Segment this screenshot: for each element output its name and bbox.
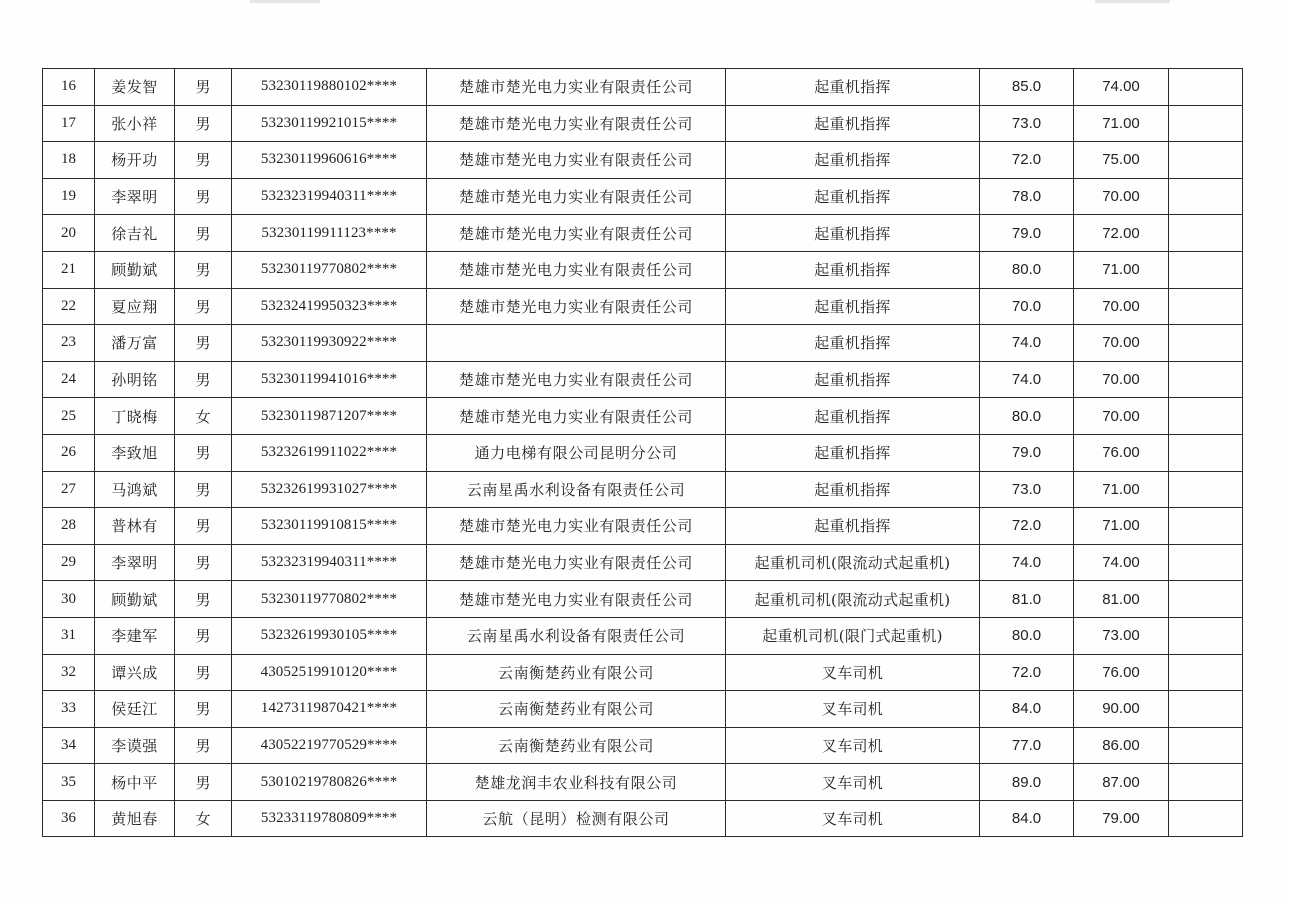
theory-score-cell: 79.0 (980, 215, 1074, 252)
id-number-cell: 53232419950323**** (232, 288, 427, 325)
id-number-cell: 53230119880102**** (232, 69, 427, 106)
table-row (43, 251, 1243, 288)
id-number-cell: 53230119770802**** (232, 581, 427, 618)
row-number: 31 (43, 617, 95, 654)
name-cell: 顾勤斌 (95, 251, 175, 288)
table-row (43, 764, 1243, 801)
job-type-cell: 起重机指挥 (726, 251, 980, 288)
id-number-cell: 53230119911123**** (232, 215, 427, 252)
practical-score-cell: 76.00 (1074, 654, 1169, 691)
remark-cell (1169, 215, 1243, 252)
name-cell: 谭兴成 (95, 654, 175, 691)
id-number-cell: 53230119960616**** (232, 142, 427, 179)
theory-score-cell: 84.0 (980, 691, 1074, 728)
company-cell: 楚雄市楚光电力实业有限责任公司 (427, 544, 726, 581)
table-row (43, 398, 1243, 435)
practical-score-cell: 70.00 (1074, 398, 1169, 435)
table-row (43, 142, 1243, 179)
sex-cell: 男 (175, 727, 232, 764)
theory-score-cell: 72.0 (980, 142, 1074, 179)
sex-cell: 男 (175, 105, 232, 142)
row-number: 24 (43, 361, 95, 398)
theory-score-cell: 79.0 (980, 434, 1074, 471)
id-number-cell: 53230119871207**** (232, 398, 427, 435)
sex-cell: 男 (175, 142, 232, 179)
table-row (43, 691, 1243, 728)
sex-cell: 男 (175, 581, 232, 618)
job-type-cell: 起重机指挥 (726, 215, 980, 252)
name-cell: 姜发智 (95, 69, 175, 106)
job-type-cell: 起重机指挥 (726, 398, 980, 435)
row-number: 30 (43, 581, 95, 618)
sex-cell: 男 (175, 178, 232, 215)
row-number: 29 (43, 544, 95, 581)
name-cell: 普林有 (95, 508, 175, 545)
table-row (43, 508, 1243, 545)
sex-cell: 男 (175, 691, 232, 728)
table-row (43, 654, 1243, 691)
row-number: 17 (43, 105, 95, 142)
name-cell: 夏应翔 (95, 288, 175, 325)
company-cell: 云航（昆明）检测有限公司 (427, 800, 726, 837)
remark-cell (1169, 544, 1243, 581)
table-row (43, 471, 1243, 508)
name-cell: 张小祥 (95, 105, 175, 142)
name-cell: 马鸿斌 (95, 471, 175, 508)
company-cell: 云南衡楚药业有限公司 (427, 654, 726, 691)
company-cell: 楚雄市楚光电力实业有限责任公司 (427, 398, 726, 435)
name-cell: 李谟强 (95, 727, 175, 764)
sex-cell: 女 (175, 800, 232, 837)
row-number: 36 (43, 800, 95, 837)
table-row (43, 581, 1243, 618)
practical-score-cell: 87.00 (1074, 764, 1169, 801)
row-number: 21 (43, 251, 95, 288)
practical-score-cell: 70.00 (1074, 178, 1169, 215)
practical-score-cell: 72.00 (1074, 215, 1169, 252)
theory-score-cell: 81.0 (980, 581, 1074, 618)
remark-cell (1169, 764, 1243, 801)
name-cell: 侯廷江 (95, 691, 175, 728)
theory-score-cell: 80.0 (980, 251, 1074, 288)
theory-score-cell: 77.0 (980, 727, 1074, 764)
row-number: 35 (43, 764, 95, 801)
practical-score-cell: 74.00 (1074, 544, 1169, 581)
practical-score-cell: 71.00 (1074, 508, 1169, 545)
job-type-cell: 起重机指挥 (726, 69, 980, 106)
id-number-cell: 53233119780809**** (232, 800, 427, 837)
id-number-cell: 14273119870421**** (232, 691, 427, 728)
remark-cell (1169, 471, 1243, 508)
id-number-cell: 53010219780826**** (232, 764, 427, 801)
sex-cell: 男 (175, 215, 232, 252)
remark-cell (1169, 581, 1243, 618)
company-cell: 楚雄龙润丰农业科技有限公司 (427, 764, 726, 801)
name-cell: 丁晓梅 (95, 398, 175, 435)
remark-cell (1169, 105, 1243, 142)
name-cell: 李翠明 (95, 178, 175, 215)
table-row (43, 617, 1243, 654)
name-cell: 黄旭春 (95, 800, 175, 837)
sex-cell: 男 (175, 69, 232, 106)
remark-cell (1169, 288, 1243, 325)
job-type-cell: 叉车司机 (726, 654, 980, 691)
practical-score-cell: 86.00 (1074, 727, 1169, 764)
job-type-cell: 起重机司机(限门式起重机) (726, 617, 980, 654)
id-number-cell: 53230119910815**** (232, 508, 427, 545)
job-type-cell: 起重机司机(限流动式起重机) (726, 544, 980, 581)
id-number-cell: 53230119770802**** (232, 251, 427, 288)
job-type-cell: 叉车司机 (726, 691, 980, 728)
practical-score-cell: 71.00 (1074, 105, 1169, 142)
job-type-cell: 起重机指挥 (726, 471, 980, 508)
name-cell: 李翠明 (95, 544, 175, 581)
name-cell: 杨中平 (95, 764, 175, 801)
name-cell: 杨开功 (95, 142, 175, 179)
remark-cell (1169, 654, 1243, 691)
table-body (43, 69, 1243, 837)
row-number: 25 (43, 398, 95, 435)
remark-cell (1169, 727, 1243, 764)
practical-score-cell: 81.00 (1074, 581, 1169, 618)
remark-cell (1169, 800, 1243, 837)
practical-score-cell: 71.00 (1074, 251, 1169, 288)
row-number: 22 (43, 288, 95, 325)
remark-cell (1169, 251, 1243, 288)
job-type-cell: 起重机指挥 (726, 105, 980, 142)
company-cell: 楚雄市楚光电力实业有限责任公司 (427, 178, 726, 215)
theory-score-cell: 74.0 (980, 325, 1074, 362)
remark-cell (1169, 508, 1243, 545)
table-row (43, 544, 1243, 581)
sex-cell: 男 (175, 508, 232, 545)
practical-score-cell: 75.00 (1074, 142, 1169, 179)
practical-score-cell: 73.00 (1074, 617, 1169, 654)
row-number: 28 (43, 508, 95, 545)
job-type-cell: 起重机司机(限流动式起重机) (726, 581, 980, 618)
company-cell (427, 325, 726, 362)
id-number-cell: 53230119941016**** (232, 361, 427, 398)
row-number: 26 (43, 434, 95, 471)
company-cell: 云南衡楚药业有限公司 (427, 691, 726, 728)
id-number-cell: 53232319940311**** (232, 178, 427, 215)
sex-cell: 男 (175, 251, 232, 288)
sex-cell: 男 (175, 288, 232, 325)
table-row (43, 361, 1243, 398)
practical-score-cell: 70.00 (1074, 325, 1169, 362)
row-number: 19 (43, 178, 95, 215)
id-number-cell: 53232619930105**** (232, 617, 427, 654)
row-number: 16 (43, 69, 95, 106)
scan-artifact (250, 0, 320, 3)
theory-score-cell: 78.0 (980, 178, 1074, 215)
name-cell: 李建军 (95, 617, 175, 654)
row-number: 33 (43, 691, 95, 728)
theory-score-cell: 80.0 (980, 617, 1074, 654)
job-type-cell: 起重机指挥 (726, 288, 980, 325)
table-row (43, 325, 1243, 362)
company-cell: 楚雄市楚光电力实业有限责任公司 (427, 215, 726, 252)
company-cell: 通力电梯有限公司昆明分公司 (427, 434, 726, 471)
company-cell: 楚雄市楚光电力实业有限责任公司 (427, 581, 726, 618)
id-number-cell: 43052519910120**** (232, 654, 427, 691)
theory-score-cell: 84.0 (980, 800, 1074, 837)
row-number: 32 (43, 654, 95, 691)
practical-score-cell: 70.00 (1074, 288, 1169, 325)
theory-score-cell: 85.0 (980, 69, 1074, 106)
remark-cell (1169, 69, 1243, 106)
theory-score-cell: 73.0 (980, 105, 1074, 142)
sex-cell: 男 (175, 544, 232, 581)
table-row (43, 800, 1243, 837)
id-number-cell: 53232619931027**** (232, 471, 427, 508)
remark-cell (1169, 617, 1243, 654)
sex-cell: 男 (175, 617, 232, 654)
company-cell: 云南星禹水利设备有限责任公司 (427, 617, 726, 654)
name-cell: 顾勤斌 (95, 581, 175, 618)
remark-cell (1169, 178, 1243, 215)
table-row (43, 727, 1243, 764)
remark-cell (1169, 142, 1243, 179)
theory-score-cell: 70.0 (980, 288, 1074, 325)
sex-cell: 男 (175, 434, 232, 471)
company-cell: 楚雄市楚光电力实业有限责任公司 (427, 142, 726, 179)
job-type-cell: 叉车司机 (726, 800, 980, 837)
job-type-cell: 起重机指挥 (726, 325, 980, 362)
sex-cell: 男 (175, 325, 232, 362)
company-cell: 楚雄市楚光电力实业有限责任公司 (427, 361, 726, 398)
sex-cell: 男 (175, 764, 232, 801)
job-type-cell: 起重机指挥 (726, 142, 980, 179)
remark-cell (1169, 398, 1243, 435)
table-row (43, 288, 1243, 325)
job-type-cell: 叉车司机 (726, 764, 980, 801)
table-row (43, 178, 1243, 215)
company-cell: 楚雄市楚光电力实业有限责任公司 (427, 288, 726, 325)
company-cell: 楚雄市楚光电力实业有限责任公司 (427, 105, 726, 142)
theory-score-cell: 80.0 (980, 398, 1074, 435)
row-number: 20 (43, 215, 95, 252)
id-number-cell: 53230119930922**** (232, 325, 427, 362)
id-number-cell: 53230119921015**** (232, 105, 427, 142)
id-number-cell: 43052219770529**** (232, 727, 427, 764)
theory-score-cell: 73.0 (980, 471, 1074, 508)
remark-cell (1169, 325, 1243, 362)
id-number-cell: 53232619911022**** (232, 434, 427, 471)
remark-cell (1169, 691, 1243, 728)
practical-score-cell: 71.00 (1074, 471, 1169, 508)
job-type-cell: 起重机指挥 (726, 361, 980, 398)
table-row (43, 215, 1243, 252)
remark-cell (1169, 434, 1243, 471)
job-type-cell: 起重机指挥 (726, 508, 980, 545)
id-number-cell: 53232319940311**** (232, 544, 427, 581)
job-type-cell: 起重机指挥 (726, 434, 980, 471)
name-cell: 李致旭 (95, 434, 175, 471)
row-number: 27 (43, 471, 95, 508)
table-row (43, 69, 1243, 106)
scan-artifact (1095, 0, 1170, 3)
remark-cell (1169, 361, 1243, 398)
theory-score-cell: 72.0 (980, 508, 1074, 545)
job-type-cell: 起重机指挥 (726, 178, 980, 215)
theory-score-cell: 74.0 (980, 361, 1074, 398)
sex-cell: 女 (175, 398, 232, 435)
row-number: 18 (43, 142, 95, 179)
company-cell: 云南衡楚药业有限公司 (427, 727, 726, 764)
practical-score-cell: 74.00 (1074, 69, 1169, 106)
table-row (43, 105, 1243, 142)
sex-cell: 男 (175, 654, 232, 691)
row-number: 23 (43, 325, 95, 362)
table-row (43, 434, 1243, 471)
sex-cell: 男 (175, 471, 232, 508)
company-cell: 楚雄市楚光电力实业有限责任公司 (427, 508, 726, 545)
name-cell: 孙明铭 (95, 361, 175, 398)
practical-score-cell: 76.00 (1074, 434, 1169, 471)
job-type-cell: 叉车司机 (726, 727, 980, 764)
theory-score-cell: 72.0 (980, 654, 1074, 691)
company-cell: 楚雄市楚光电力实业有限责任公司 (427, 251, 726, 288)
practical-score-cell: 90.00 (1074, 691, 1169, 728)
practical-score-cell: 79.00 (1074, 800, 1169, 837)
exam-result-table (42, 68, 1243, 837)
company-cell: 楚雄市楚光电力实业有限责任公司 (427, 69, 726, 106)
theory-score-cell: 89.0 (980, 764, 1074, 801)
row-number: 34 (43, 727, 95, 764)
company-cell: 云南星禹水利设备有限责任公司 (427, 471, 726, 508)
name-cell: 潘万富 (95, 325, 175, 362)
sex-cell: 男 (175, 361, 232, 398)
name-cell: 徐吉礼 (95, 215, 175, 252)
theory-score-cell: 74.0 (980, 544, 1074, 581)
practical-score-cell: 70.00 (1074, 361, 1169, 398)
